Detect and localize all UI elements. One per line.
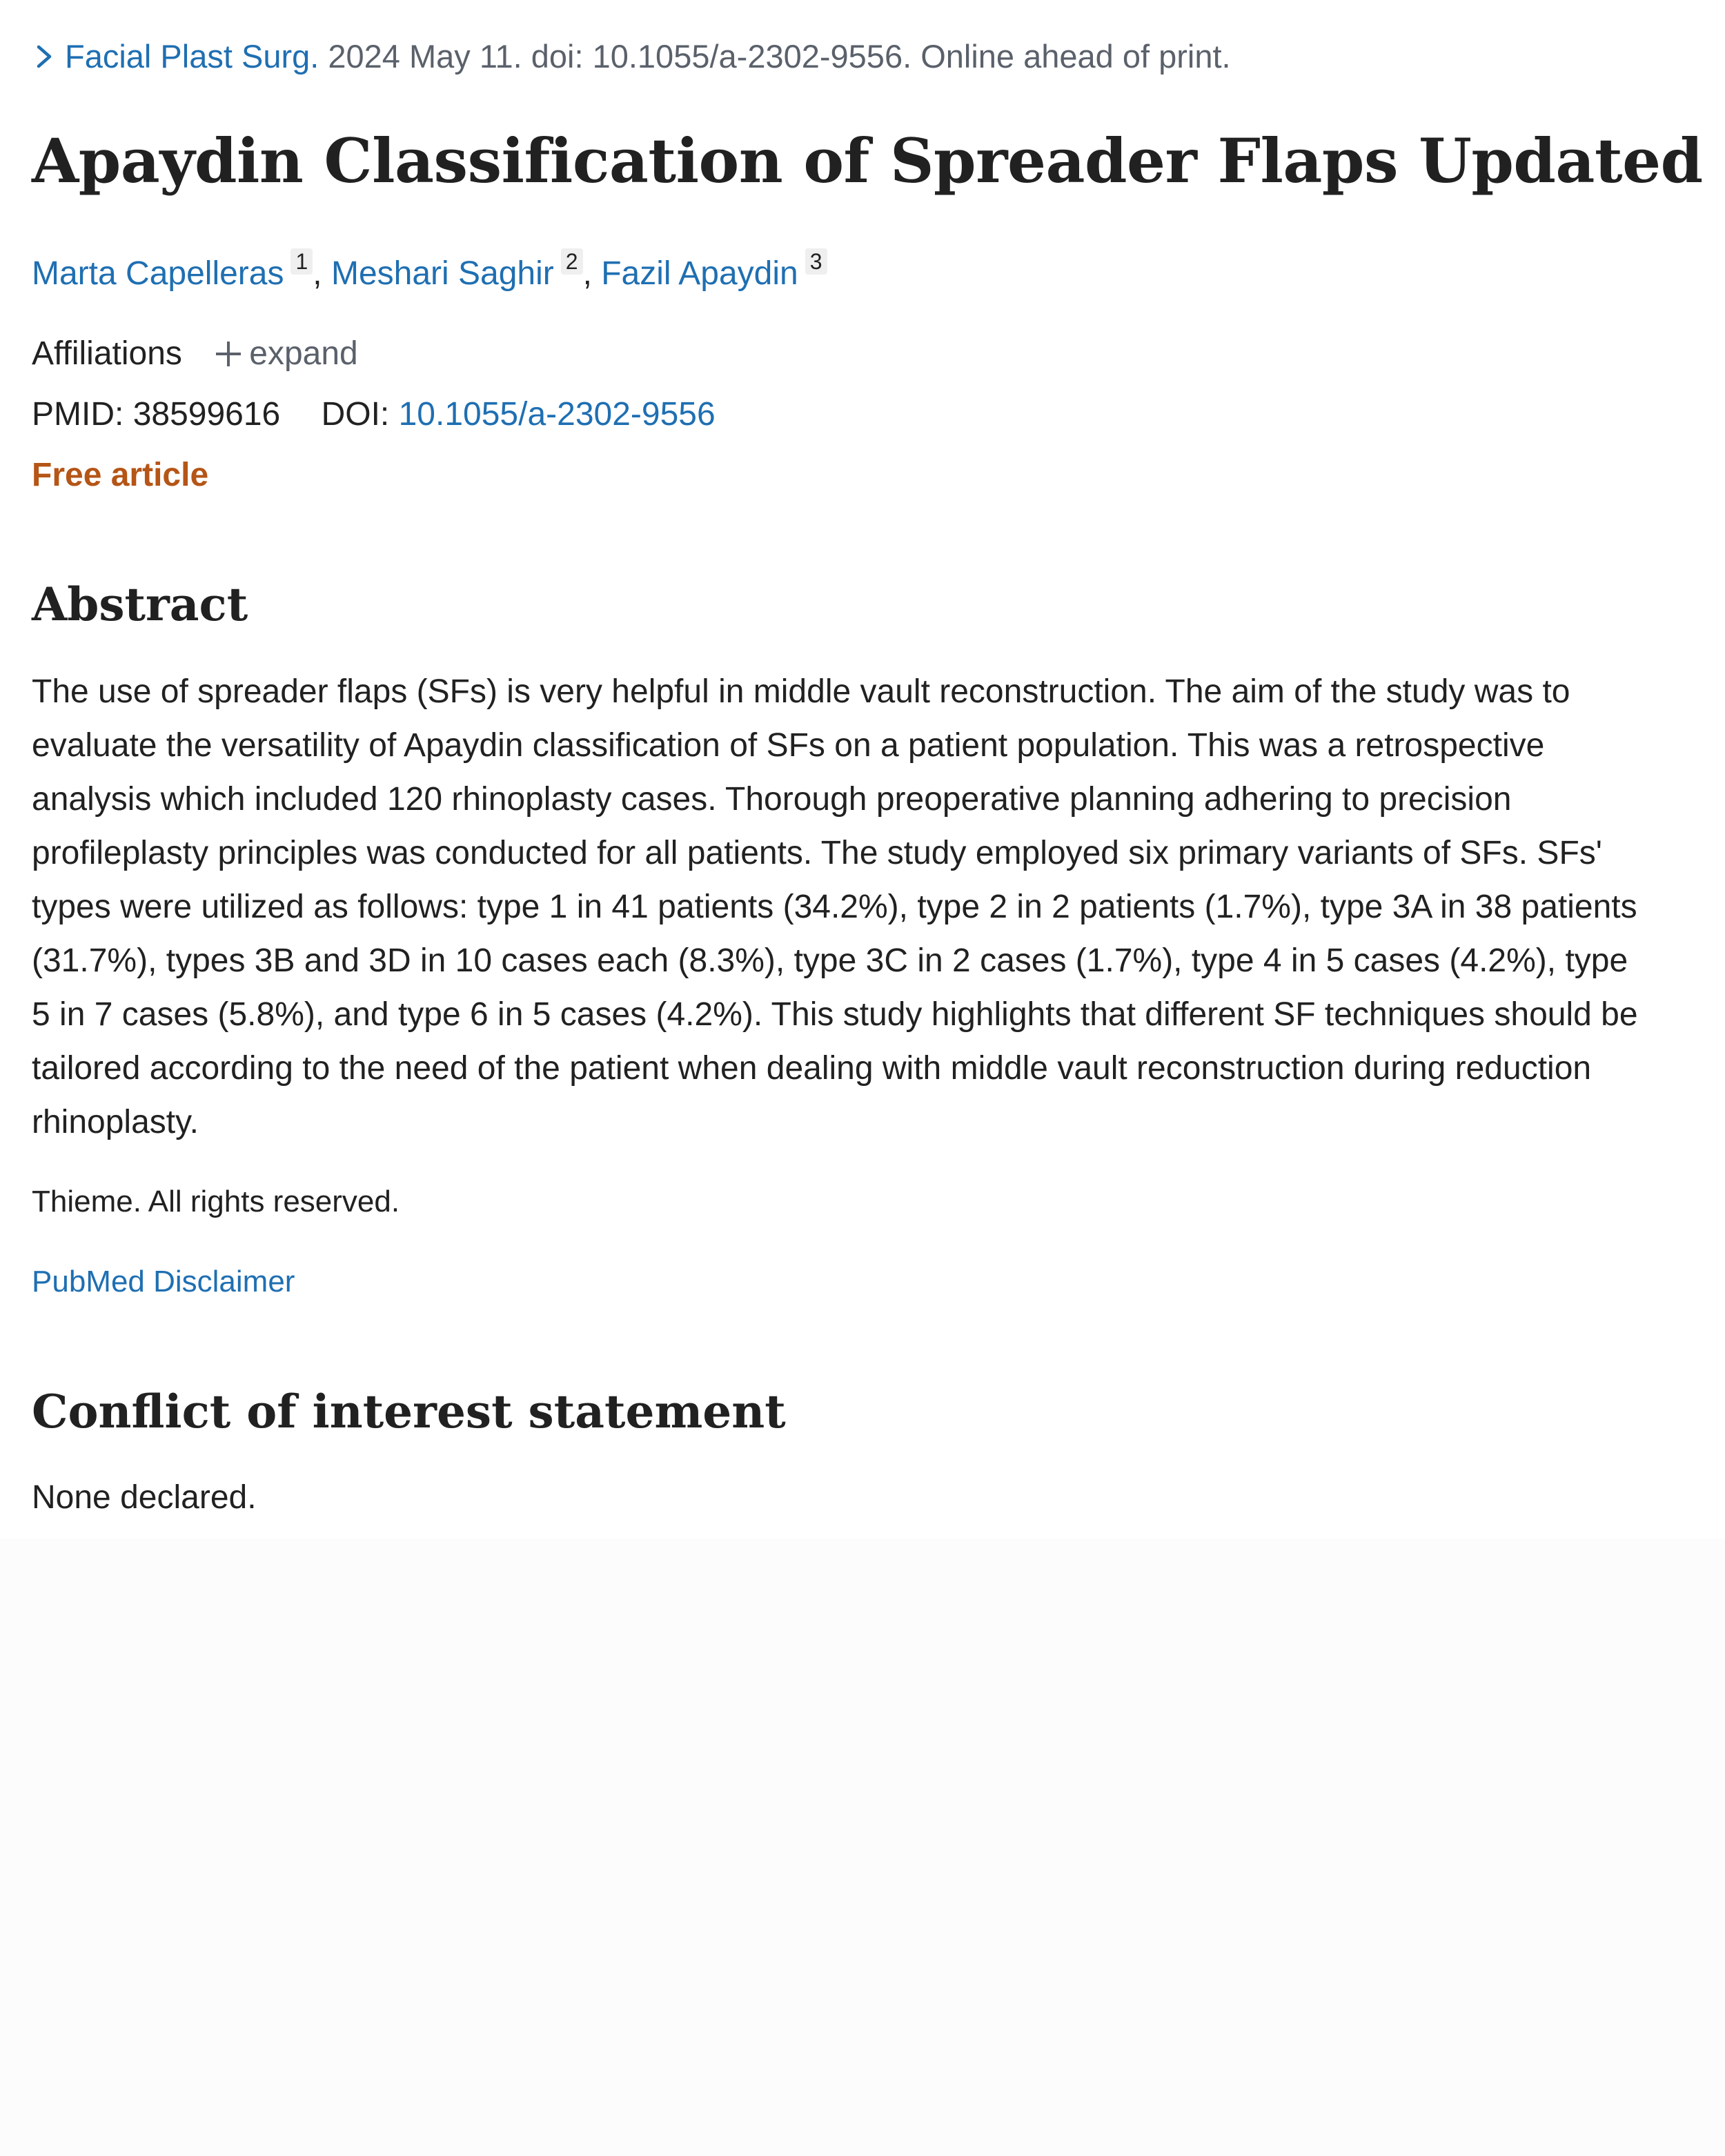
conflict-text: None declared.	[32, 1479, 257, 1516]
author-link[interactable]: Meshari Saghir	[331, 255, 554, 292]
empty-lower-area	[0, 1539, 1725, 2156]
pmid-value: 38599616	[132, 396, 281, 433]
affiliations-label: Affiliations	[32, 335, 182, 372]
journal-citation	[32, 36, 1231, 77]
author-link[interactable]: Marta Capelleras	[32, 255, 284, 292]
pubmed-disclaimer-link[interactable]: PubMed Disclaimer	[32, 1265, 295, 1298]
affiliation-marker[interactable]: 1	[290, 248, 313, 275]
abstract-text: The use of spreader flaps (SFs) is very helpful in middle vault reconstruction. The aim of the study was to evaluate the versatility of Apaydin classification of SFs on a patient population. This was a retrospective analysis which included 120 rhinoplasty cases. Thorough preoperative planning adhering to precision profileplasty principles was conducted for all patients. The study employed six primary variants of SFs. SFs' types were utilized as follows: type 1 in 41 patients (34.2%), type 2 in 2 patients (1.7%), type 3A in 38 patients (31.7%), types 3B and 3D in 10 cases each (8.3%), type 3C in 2 cases (1.7%), type 4 in 5 cases (4.2%), type 5 in 7 cases (5.8%), and type 6 in 5 cases (4.2%). This study highlights that different SF techniques should be tailored according to the need of the patient when dealing with middle vault reconstruction during reduction rhinoplasty.	[32, 673, 1638, 1140]
copyright-text: Thieme. All rights reserved.	[32, 1185, 400, 1218]
doi-link[interactable]: 10.1055/a-2302-9556	[398, 396, 716, 433]
author-list	[32, 248, 827, 296]
author-separator: ,	[582, 255, 602, 292]
identifiers-row	[32, 393, 716, 436]
affiliation-marker[interactable]: 2	[561, 248, 583, 275]
author-link[interactable]: Fazil Apaydin	[601, 255, 798, 292]
pmid-label: PMID:	[32, 396, 124, 433]
author-separator: ,	[313, 255, 331, 292]
expand-affiliations-button[interactable]	[216, 335, 357, 372]
expand-label: expand	[249, 335, 358, 372]
abstract-heading: Abstract	[32, 577, 248, 631]
conflict-heading: Conflict of interest statement	[32, 1385, 786, 1438]
doi-label: DOI:	[321, 396, 390, 433]
chevron-right-icon[interactable]	[32, 41, 57, 72]
affiliations-row	[32, 333, 358, 375]
plus-icon	[216, 342, 241, 366]
article-title: Apaydin Classification of Spreader Flaps Updated	[32, 125, 1703, 197]
free-article-badge: Free article	[32, 457, 209, 493]
journal-link[interactable]: Facial Plast Surg.	[65, 38, 319, 75]
citation-details: 2024 May 11. doi: 10.1055/a-2302-9556. Online ahead of print.	[319, 38, 1231, 75]
affiliation-marker[interactable]: 3	[805, 248, 827, 275]
